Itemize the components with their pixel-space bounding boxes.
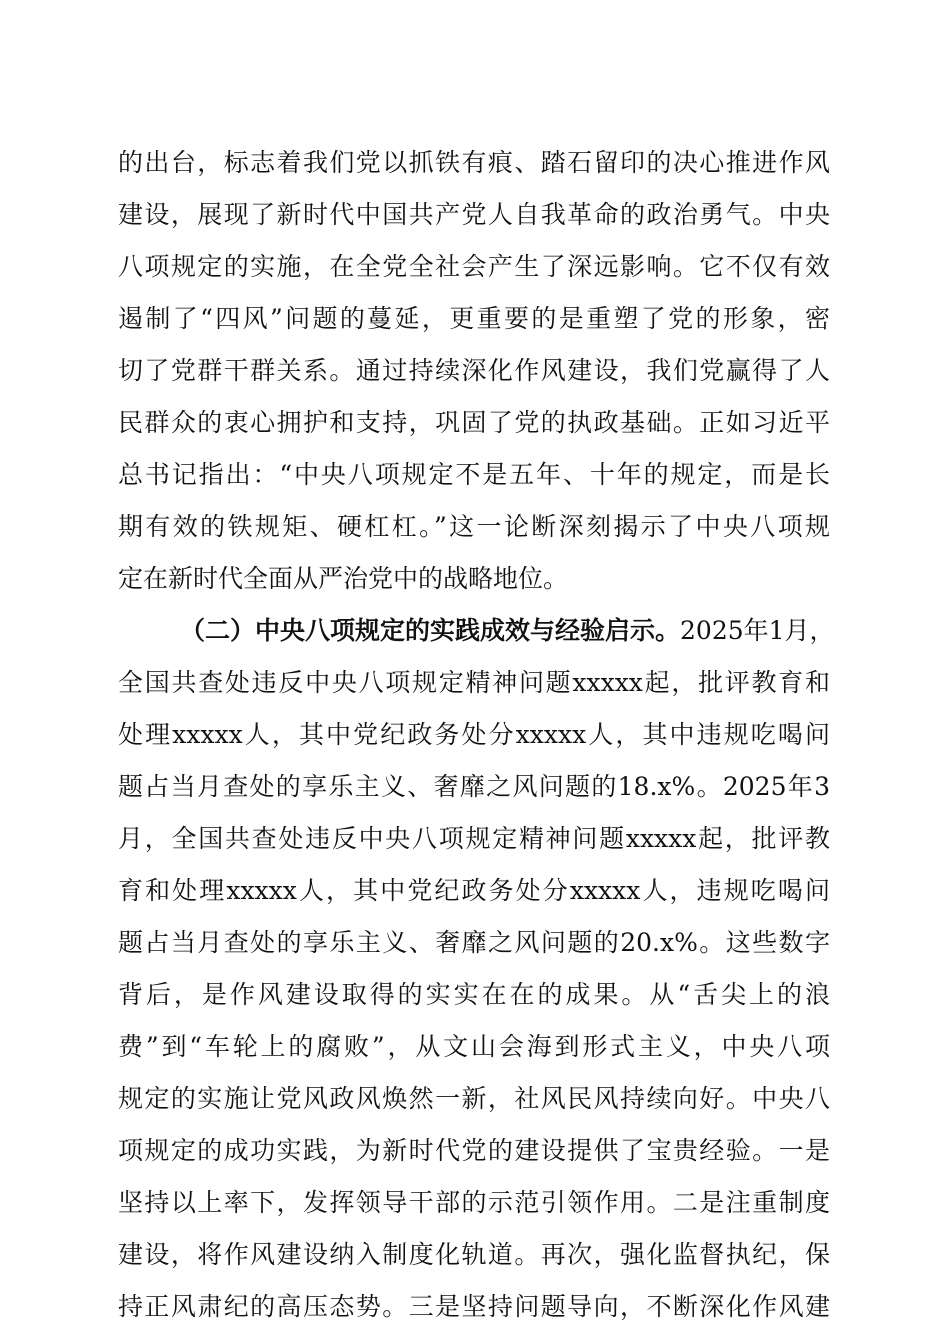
text-line: 背后，是作风建设取得的实实在在的成果。从“舌尖上的浪 xyxy=(118,980,830,1009)
text-line: 育和处理xxxxx人，其中党纪政务处分xxxxx人，违规吃喝问 xyxy=(118,876,830,905)
text-line: 总书记指出：“中央八项规定不是五年、十年的规定，而是长 xyxy=(118,460,830,489)
paragraph-2-first-line xyxy=(118,605,835,657)
text-run: 2025年1月， xyxy=(680,616,835,645)
text-line: 民群众的衷心拥护和支持，巩固了党的执政基础。正如习近平 xyxy=(118,408,830,437)
text-line: 持正风肃纪的高压态势。三是坚持问题导向，不断深化作风建 xyxy=(118,1292,830,1321)
text-line: 费”到“车轮上的腐败”，从文山会海到形式主义，中央八项 xyxy=(118,1032,830,1061)
text-line: 处理xxxxx人，其中党纪政务处分xxxxx人，其中违规吃喝问 xyxy=(118,720,830,749)
paragraph-2 xyxy=(118,605,835,1333)
text-line: 期有效的铁规矩、硬杠杠。”这一论断深刻揭示了中央八项规 xyxy=(118,512,830,541)
text-line: 规定的实施让党风政风焕然一新，社风民风持续向好。中央八 xyxy=(118,1084,830,1113)
text-line: 全国共查处违反中央八项规定精神问题xxxxx起，批评教育和 xyxy=(118,668,830,697)
paragraph-1 xyxy=(118,137,830,605)
text-line: 的出台，标志着我们党以抓铁有痕、踏石留印的决心推进作风 xyxy=(118,148,830,177)
text-line: 定在新时代全面从严治党中的战略地位。 xyxy=(118,564,569,593)
text-line: 月，全国共查处违反中央八项规定精神问题xxxxx起，批评教 xyxy=(118,824,830,853)
text-line: 建设，将作风建设纳入制度化轨道。再次，强化监督执纪，保 xyxy=(118,1240,830,1269)
text-line: 坚持以上率下，发挥领导干部的示范引领作用。二是注重制度 xyxy=(118,1188,830,1217)
text-line: 切了党群干群关系。通过持续深化作风建设，我们党赢得了人 xyxy=(118,356,830,385)
text-line: 项规定的成功实践，为新时代党的建设提供了宝贵经验。一是 xyxy=(118,1136,830,1165)
text-line: 建设，展现了新时代中国共产党人自我革命的政治勇气。中央 xyxy=(118,200,830,229)
text-line: 题占当月查处的享乐主义、奢靡之风问题的18.x%。2025年3 xyxy=(118,772,830,801)
section-heading: （二）中央八项规定的实践成效与经验启示。 xyxy=(180,616,681,645)
body-text xyxy=(118,137,835,1333)
text-line: 遏制了“四风”问题的蔓延，更重要的是重塑了党的形象，密 xyxy=(118,304,830,333)
text-line: 题占当月查处的享乐主义、奢靡之风问题的20.x%。这些数字 xyxy=(118,928,830,957)
text-line: 八项规定的实施，在全党全社会产生了深远影响。它不仅有效 xyxy=(118,252,830,281)
